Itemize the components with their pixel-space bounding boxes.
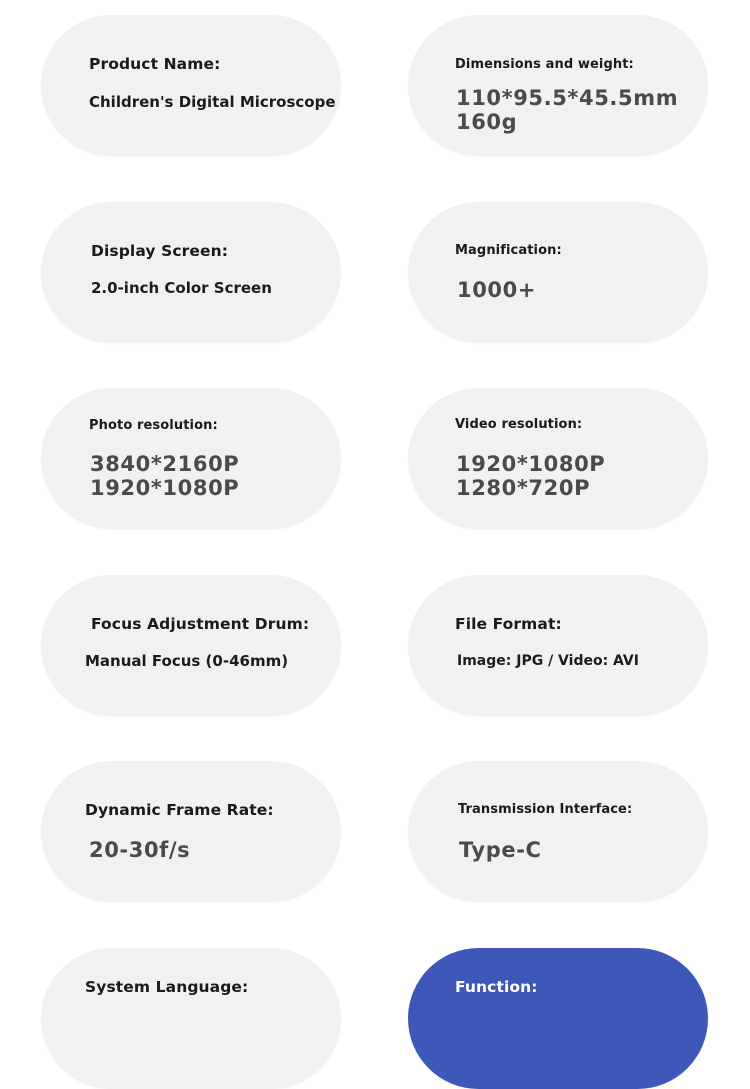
- spec-card-display-screen: [41, 202, 341, 343]
- spec-value-line: 1920*1080P: [90, 476, 240, 500]
- spec-label: Function:: [455, 978, 538, 996]
- spec-label: Transmission Interface:: [458, 802, 633, 817]
- spec-card-transmission-interface: [408, 761, 708, 902]
- spec-card-focus-adjustment: [41, 575, 341, 716]
- spec-value-line: 1280*720P: [456, 476, 591, 500]
- spec-value-line: 1920*1080P: [456, 452, 606, 476]
- spec-card-product-name: [41, 15, 341, 156]
- spec-card-photo-resolution: [41, 388, 341, 529]
- spec-label: Dynamic Frame Rate:: [85, 801, 274, 819]
- spec-label: File Format:: [455, 615, 562, 633]
- spec-label: Photo resolution:: [89, 418, 218, 433]
- spec-value: 2.0-inch Color Screen: [91, 279, 272, 297]
- spec-value-line: 160g: [456, 110, 518, 134]
- spec-card-magnification: [408, 202, 708, 343]
- spec-value: 20-30f/s: [89, 838, 191, 862]
- spec-label: Magnification:: [455, 243, 562, 258]
- spec-label: Focus Adjustment Drum:: [91, 615, 310, 633]
- spec-label: Video resolution:: [455, 417, 583, 432]
- spec-label: Dimensions and weight:: [455, 57, 634, 72]
- spec-card-function: [408, 948, 708, 1089]
- spec-card-system-language: [41, 948, 341, 1089]
- spec-value: Type-C: [459, 838, 542, 862]
- spec-card-file-format: [408, 575, 708, 716]
- spec-value: Image: JPG / Video: AVI: [457, 653, 639, 669]
- spec-label: System Language:: [85, 978, 249, 996]
- spec-value: Manual Focus (0-46mm): [85, 652, 289, 670]
- spec-label: Product Name:: [89, 55, 221, 73]
- spec-card-dimensions-weight: [408, 15, 708, 156]
- spec-card-frame-rate: [41, 761, 341, 902]
- spec-value-line: 3840*2160P: [90, 452, 240, 476]
- spec-value: 1000+: [457, 278, 537, 302]
- spec-card-video-resolution: [408, 388, 708, 529]
- spec-label: Display Screen:: [91, 242, 229, 260]
- spec-value: Children's Digital Microscope: [89, 93, 336, 111]
- spec-value-line: 110*95.5*45.5mm: [456, 86, 679, 110]
